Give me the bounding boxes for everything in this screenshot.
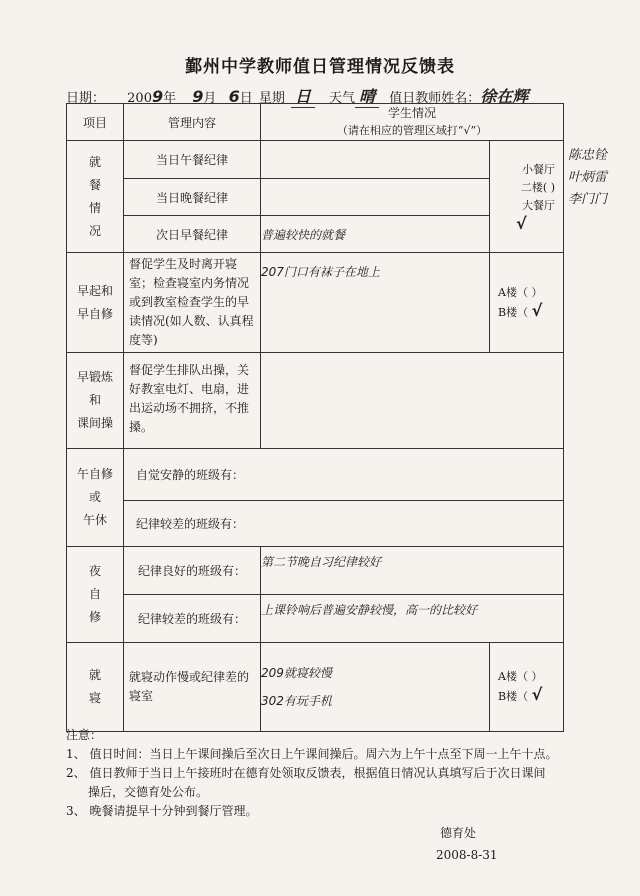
section-exercise-label: 早锻炼 和 课间操 (67, 353, 124, 449)
row-lunch: 当日午餐纪律 (124, 141, 261, 179)
day-label: 日 (239, 91, 253, 106)
section-morning-label: 早起和 早自修 (67, 253, 124, 353)
weather-handwritten: 晴 (355, 84, 379, 108)
building-a-label: A楼（ ） (498, 285, 543, 299)
signature-dept: 德育处 (440, 826, 477, 840)
year-prefix: 200 (127, 91, 152, 106)
month-handwritten: 9 (192, 87, 204, 106)
exercise-content: 督促学生排队出操，关好教室电灯、电扇，进出运动场不拥挤，不推搡。 (124, 353, 261, 449)
section-meal-label: 就 餐 情 况 (67, 141, 124, 253)
situation-note: （请在相应的管理区域打“√”） (336, 124, 488, 137)
year-handwritten: 9 (151, 87, 164, 106)
teacher-handwritten: 徐在辉 (480, 87, 529, 106)
breakfast-note: 普遍较快的就餐 (261, 216, 490, 253)
small-canteen-label: 小餐厅 (522, 162, 556, 176)
signature-date: 2008-8-31 (436, 848, 498, 862)
noon-poor-label: 纪律较差的班级有： (136, 517, 245, 531)
morning-building-cell (490, 253, 564, 353)
row-dinner: 当日晚餐纪律 (124, 179, 261, 216)
meal-side-cell (490, 141, 564, 253)
col-item-header: 项目 (67, 104, 124, 141)
bedtime-note-2: 302有玩手机 (261, 694, 332, 708)
dinner-cell (261, 179, 490, 216)
noon-poor-row (124, 501, 564, 547)
meal-check-mark: √ (516, 213, 527, 233)
noon-quiet-row (124, 449, 564, 501)
evening-poor-note: 上课铃响后普遍安静较慢，高一的比较好 (261, 595, 564, 643)
weather-label: 天气 (329, 91, 356, 106)
footer-note-2: 2、 值日教师于当日上午接班时在德育处领取反馈表，根据值日情况认真填写后于次日课间 (66, 766, 546, 780)
evening-poor-label: 纪律较差的班级有： (124, 595, 261, 643)
weekday-handwritten: 日 (291, 84, 315, 108)
footer-title: 注意： (66, 728, 103, 742)
bedtime-building-b: B楼（ (498, 690, 529, 703)
signature-block (436, 822, 498, 866)
management-table (66, 103, 564, 732)
large-canteen-label: 大餐厅 (522, 198, 556, 212)
building-b-label: B楼（ (498, 305, 529, 319)
row-breakfast: 次日早餐纪律 (124, 216, 261, 253)
month-label: 月 (203, 91, 217, 106)
bedtime-building-b-check: √ (531, 685, 543, 704)
col-content-header: 管理内容 (124, 104, 261, 141)
year-label: 年 (163, 91, 177, 106)
footer-notes (66, 726, 586, 821)
morning-content: 督促学生及时离开寝室；检查寝室内务情况或到教室检查学生的早读情况(如人数、认真程度等) (124, 253, 261, 353)
teacher-label: 值日教师姓名： (389, 91, 481, 106)
bedtime-notes (261, 643, 490, 732)
weekday-label: 星期 (258, 91, 285, 106)
section-evening-label: 夜 自 修 (67, 547, 124, 643)
lunch-cell (261, 141, 490, 179)
situation-title: 学生情况 (388, 106, 437, 120)
evening-good-label: 纪律良好的班级有： (124, 547, 261, 595)
section-bedtime-label: 就 寝 (67, 643, 124, 732)
building-b-check: √ (531, 300, 543, 320)
margin-handwritten-names: 陈忠铨 叶炳雷 李门门 (568, 148, 608, 207)
footer-note-3: 3、 晚餐请提早十分钟到餐厅管理。 (66, 804, 258, 818)
noon-quiet-label: 自觉安静的班级有： (136, 468, 245, 482)
bedtime-building-cell (490, 643, 564, 732)
footer-note-2b: 操后，交德育处公布。 (88, 785, 209, 799)
bedtime-building-a: A楼（ ） (498, 670, 543, 683)
morning-note: 207门口有袜子在地上 (261, 253, 490, 353)
col-situation-header (261, 104, 564, 141)
second-floor-label: 二楼( ) (520, 180, 556, 194)
bedtime-note-1: 209就寝较慢 (261, 666, 332, 680)
section-noon-label: 午自修 或 午休 (67, 449, 124, 547)
day-handwritten: 6 (228, 87, 240, 106)
bedtime-content: 就寝动作慢或纪律差的寝室 (124, 643, 261, 732)
evening-good-note: 第二节晚自习纪律较好 (261, 547, 564, 595)
exercise-cell (261, 353, 564, 449)
page-title: 鄞州中学教师值日管理情况反馈表 (185, 57, 455, 77)
footer-note-1: 1、 值日时间：当日上午课间操后至次日上午课间操后。周六为上午十点至下周一上午十点。 (66, 747, 558, 761)
date-label: 日期： (66, 91, 106, 106)
